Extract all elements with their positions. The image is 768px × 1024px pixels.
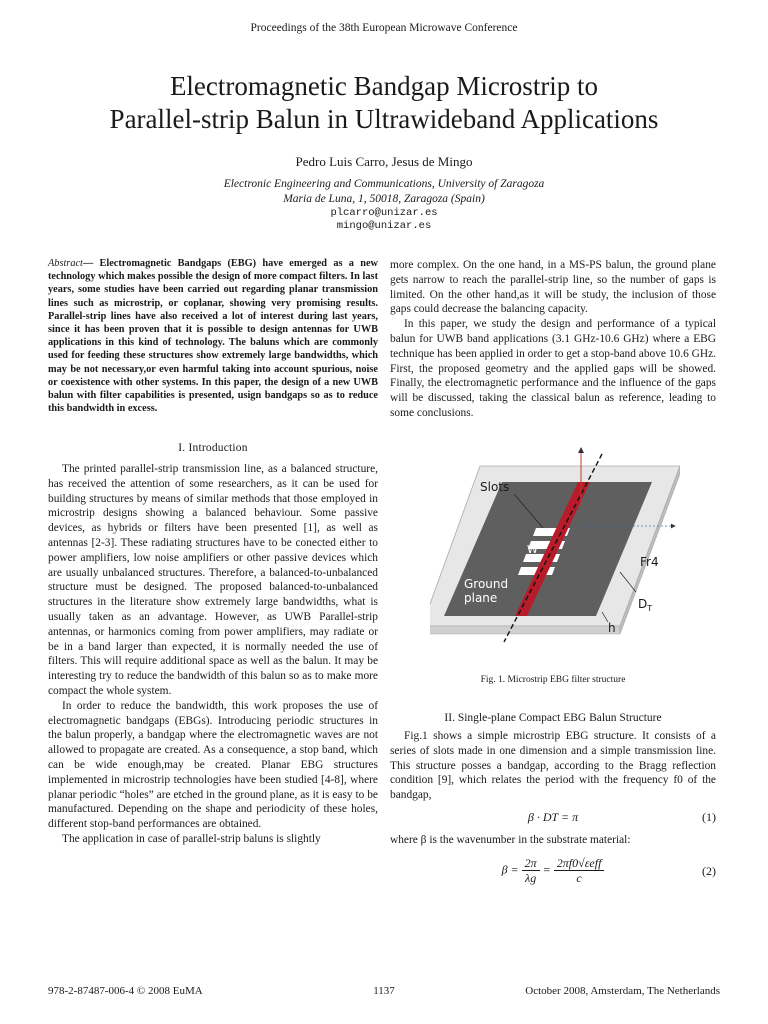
title-line-2: Parallel-strip Balun in Ultrawideband Applications — [109, 104, 659, 134]
equation-1 — [390, 810, 716, 830]
label-fr4: Fr4 — [640, 555, 659, 569]
label-dt-sub: T — [647, 604, 653, 613]
equation-1-number: (1) — [702, 810, 716, 824]
authors: Pedro Luis Carro, Jesus de Mingo — [295, 154, 473, 169]
footer-page-number: 1137 — [373, 985, 395, 997]
fraction-1-denominator: λg — [525, 871, 537, 885]
footer-isbn: 978-2-87487-006-4 © 2008 EuMA — [48, 985, 203, 997]
where-text: where β is the wavenumber in the substrate material: — [390, 834, 631, 846]
intro-body — [48, 462, 378, 847]
equation-2-fraction-2 — [554, 856, 605, 885]
label-w: W — [527, 543, 538, 556]
conference-header: Proceedings of the 38th European Microwave Conference — [250, 22, 518, 34]
email-2: mingo@unizar.es — [336, 220, 432, 232]
right-paragraph-1: more complex. On the one hand, in a MS-PS balun, the ground plane gets narrow to reach the parallel-strip line, so the number of gaps is limited. On the other hand,as it will be study, the inclusion of those gaps could decrease the balancing capacity. — [390, 259, 716, 316]
equation-2-equals: = — [542, 862, 551, 877]
label-dt-main: D — [638, 597, 648, 611]
intro-paragraph-2: In order to reduce the bandwidth, this work proposes the use of electromagnetic bandgaps (EBGs). Introducing periodic structures in the balun properly, a bandgap where the electromagnetic waves are not allowed to propagate are created. As a consequence, a stop band, which can be wide enough,may be created. Planar EBG structures implemented in microstrip technologies have been studied [4-8], where planar periodic “holes” are etched in the ground plane, as it is easy to be manufactured. Depending on the shape and periodicity of these holes, different stop-band performances are obtained. — [48, 699, 378, 831]
footer-date-location: October 2008, Amsterdam, The Netherlands — [525, 985, 720, 997]
intro-paragraph-3: The application in case of parallel-strip baluns is slightly — [62, 832, 321, 845]
abstract-text: — Electromagnetic Bandgaps (EBG) have emerged as a new technology which makes possible the design of more compact filters. In last years, some studies have been carried out regarding planar transmission lines such as microstrip, or coplanar, showing very promising results. Parallel-strip lines have also received a lot of interest during last years, since it has been proven that it is possible to design antennas for UWB applications in this kind of technology. The baluns which are commonly used for feeding these structures show extremely large bandwidths, which may be not necessary,or even harmful taking into account spurious, noise or coexistence with other systems. In this paper, the design of a new UWB balun with filter capabilities is presented, usign bandgaps so as to reduce this bandwidth in excess. — [48, 258, 378, 415]
abstract-label: Abstract — [48, 258, 83, 269]
label-dt — [638, 597, 652, 613]
fraction-1-numerator: 2π — [522, 856, 540, 871]
email-1: plcarro@unizar.es — [330, 207, 438, 219]
paper-title — [40, 70, 728, 136]
section-1-heading: I. Introduction — [178, 442, 248, 454]
right-column-intro — [390, 258, 716, 421]
section-2-paragraph: Fig.1 shows a simple microstrip EBG structure. It consists of a series of slots made in one dimension and a simple transmission line. This structure posses a bandgap, according to the Bragg reflection condition [9], which relates the period with the frequency f0 of the bandgap, — [390, 730, 716, 802]
ebg-structure-diagram — [430, 444, 680, 658]
section-2-heading: II. Single-plane Compact EBG Balun Structure — [444, 712, 662, 724]
figure-1-caption: Fig. 1. Microstrip EBG filter structure — [480, 675, 626, 685]
right-paragraph-2: In this paper, we study the design and performance of a typical balun for UWB band applications (3.1 GHz-10.6 GHz) where a EBG technique has been applied in order to get a stop-band above 10.6 GHz. First, the proposed geometry and the applied gaps will be showed. Finally, the electromagnetic performance and the influence of the gaps will be discussed, taking the classical balun as reference, leading to some conclusions. — [390, 318, 716, 419]
title-line-1: Electromagnetic Bandgap Microstrip to — [169, 71, 599, 101]
equation-2-number: (2) — [702, 864, 716, 878]
fraction-2-numerator: 2πf0√εeff — [554, 856, 605, 871]
label-slots: Slots — [480, 480, 510, 494]
affiliation — [0, 177, 768, 207]
equation-2-body — [390, 856, 716, 885]
label-h: h — [608, 621, 616, 635]
equation-2-lhs: β = — [501, 862, 519, 877]
label-plane: plane — [464, 591, 498, 605]
affiliation-line-2: Maria de Luna, 1, 50018, Zaragoza (Spain) — [283, 193, 485, 205]
fraction-2-denominator: c — [576, 871, 582, 885]
affiliation-line-1: Electronic Engineering and Communications, University of Zaragoza — [223, 178, 545, 190]
section-2-body — [390, 729, 716, 803]
figure-1 — [430, 444, 680, 658]
equation-2 — [390, 856, 716, 890]
equation-2-fraction-1 — [522, 856, 540, 885]
abstract — [48, 257, 378, 415]
intro-paragraph-1: The printed parallel-strip transmission line, as a balanced structure, has received the attention of some researchers, as it can be used for building structures by means of similar methods that those employed in microstrip designs showing a balanced behaviour. Some passive devices, as hybrids or filters have been presented [1], as well as antennas [2-3]. These radiating structures have to be conected either to power amplifiers, low noise amplifiers or other passive devices which are usually unbalanced structures. Therefore, a balanced-to-unbalanced structure must be designed. The proposed balanced-to-unbalanced structures in the literature show extremely large bandwidths, what is usually taken as an advantage. However, as UWB Parallel-strip antennas, or harmonics coming from power amplifiers, may radiate or be in a band larger than expected, it is normally needed the use of filters. This will require additional space as well as the balun. It may be interesting try to reduce the bandwidth of this balun so as to make more compact the whole system. — [48, 463, 378, 697]
label-ground: Ground — [464, 577, 509, 591]
equation-1-body: β · DT = π — [527, 810, 579, 824]
substrate-side — [430, 626, 620, 634]
